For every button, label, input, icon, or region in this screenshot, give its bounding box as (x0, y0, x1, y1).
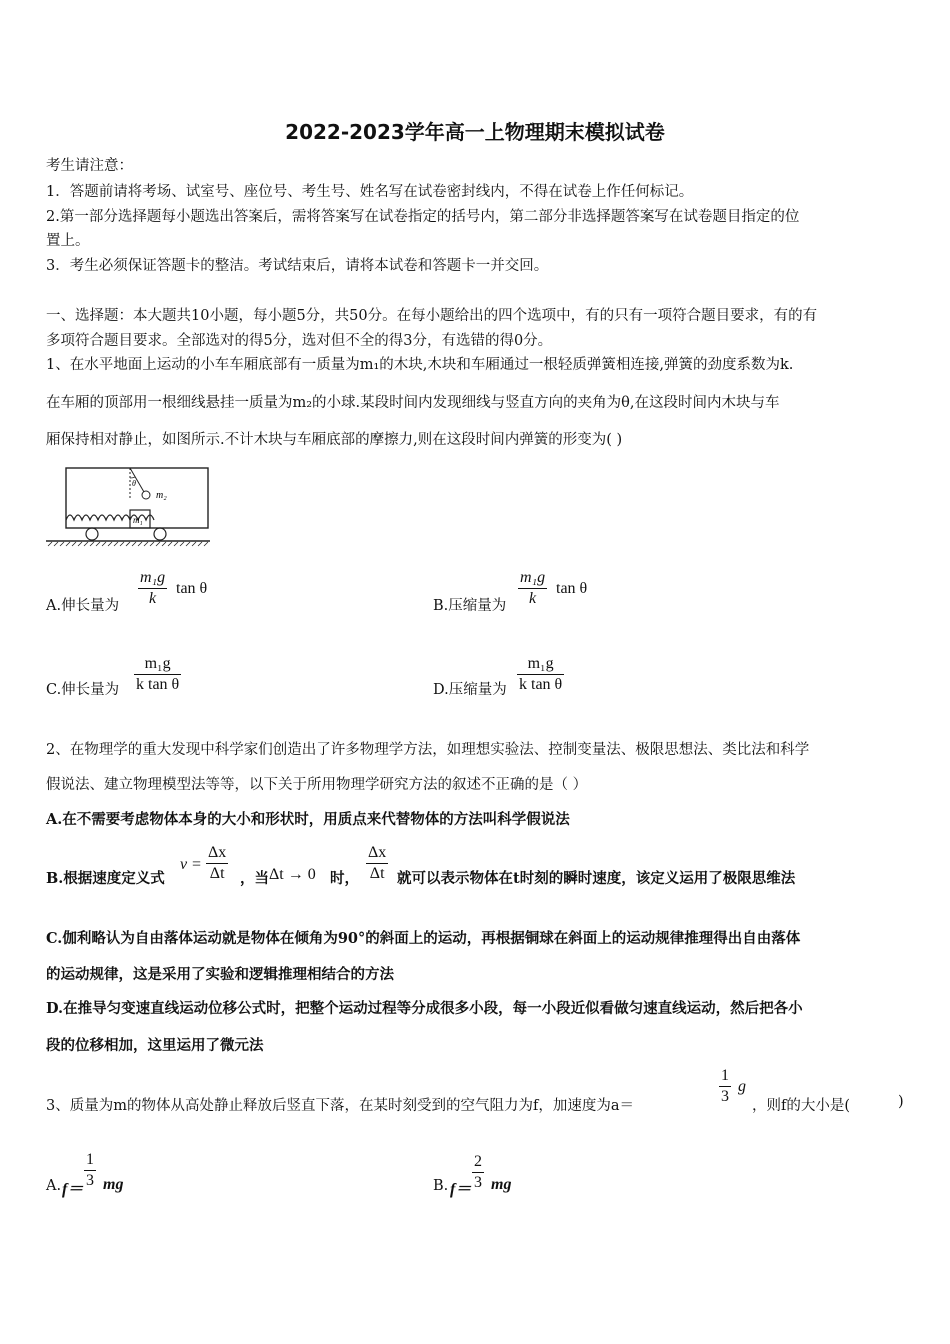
q2-text-2: 假说法、建立物理模型法等等，以下关于所用物理学研究方法的叙述不正确的是（ ） (46, 777, 588, 793)
page-title: 2022-2023学年高一上物理期末模拟试卷 (285, 120, 665, 144)
q2-option-d-2: 段的位移相加，这里运用了微元法 (46, 1037, 264, 1054)
q1-text-1: 1、在水平地面上运动的小车车厢底部有一质量为m₁的木块,木块和车厢通过一根轻质弹簧相连接,弹簧的劲度系数为k. (46, 357, 794, 373)
q1-option-b-tan: tan θ (556, 580, 588, 597)
q3-g-symbol: g (738, 1078, 746, 1095)
q2-limit: Δt → 0 (269, 866, 316, 883)
notice-item-2: 2.第一部分选择题每小题选出答案后，需将答案写在试卷指定的括号内，第二部分非选择题答案写在试卷题目指定的位 (46, 209, 800, 225)
section-instructions-1: 一、选择题：本大题共10小题，每小题5分，共50分。在每小题给出的四个选项中，有的只有一项符合题目要求，有的有 (46, 308, 818, 324)
q1-option-a-fraction: $\frac{\text{m₁g}}{k}$ (140, 569, 166, 607)
q3-option-b-label: B. (433, 1178, 449, 1194)
q2-velocity-symbol: v (180, 856, 188, 873)
notice-item-1: 1．答题前请将考场、试室号、座位号、考生号、姓名写在试卷密封线内，不得在试卷上作任何标记。 (46, 184, 694, 200)
q1-option-a-label: A.伸长量为 (46, 598, 120, 614)
m1-label: m₁ (133, 515, 143, 525)
q3-option-a-label: A. (46, 1178, 62, 1194)
q3-text-suffix: ，则f的大小是( (752, 1098, 851, 1114)
q1-option-c-label: C.伸长量为 (46, 682, 120, 698)
q3-text: 3、质量为m的物体从高处静止释放后竖直下落，在某时刻受到的空气阻力为f，加速度为a＝ (46, 1098, 634, 1114)
notice-heading: 考生请注意： (46, 158, 133, 174)
q2-ratio-fraction: $\frac{\Delta x}{\Delta t}$ (368, 844, 387, 882)
q1-option-b-fraction: $\frac{\text{m₁g}}{k}$ (520, 569, 546, 607)
q1-text-2: 在车厢的顶部用一根细线悬挂一质量为m₂的小球.某段时间内发现细线与竖直方向的夹角为θ,在这段时间内木块与车 (46, 395, 780, 411)
q1-option-d-fraction: $\frac{\text{m₁g}}{\text{k tan θ}}$ (519, 655, 563, 693)
section-instructions-2: 多项符合题目要求。全部选对的得5分，选对但不全的得3分，有选错的得0分。 (46, 333, 553, 349)
q1-option-b-label: B.压缩量为 (433, 598, 507, 614)
q2-option-d-1: D.在推导匀变速直线运动位移公式时，把整个运动过程等分成很多小段，每一小段近似看做匀速直线运动，然后把各小 (46, 1000, 803, 1017)
theta-label: θ (132, 479, 136, 488)
q3-option-b-f: f＝ (450, 1181, 472, 1198)
m2-label: m₂ (156, 490, 167, 501)
q3-option-b-mg: mg (491, 1176, 512, 1193)
q1-text-3: 厢保持相对静止，如图所示.不计木块与车厢底部的摩擦力,则在这段时间内弹簧的形变为( ) (46, 432, 623, 448)
q2-when: ，当 (240, 870, 269, 887)
q2-text-1: 2、在物理学的重大发现中科学家们创造出了许多物理学方法，如理想实验法、控制变量法、极限思想法、类比法和科学 (46, 742, 810, 758)
q3-option-a-fraction: $\frac{1}{3}$ (86, 1151, 94, 1189)
q2-option-b-prefix: B.根据速度定义式 (46, 870, 165, 887)
q3-accel-fraction: $\frac{1}{3}$ (721, 1067, 729, 1105)
notice-item-3: 3．考生必须保证答题卡的整洁。考试结束后，请将本试卷和答题卡一并交回。 (46, 258, 549, 274)
q3-option-a-mg: mg (103, 1176, 124, 1193)
q2-comma: 时， (330, 870, 359, 887)
q1-option-c-fraction: $\frac{\text{m₁g}}{\text{k tan θ}}$ (136, 655, 180, 693)
q2-option-c-2: 的运动规律，这是采用了实验和逻辑推理相结合的方法 (46, 966, 394, 983)
notice-item-2-cont: 置上。 (46, 233, 90, 249)
q1-option-d-label: D.压缩量为 (433, 682, 507, 698)
q3-close-paren: ) (898, 1094, 904, 1110)
q1-cart-figure (44, 466, 212, 550)
q3-option-b-fraction: $\frac{2}{3}$ (474, 1153, 482, 1191)
q2-option-c-1: C.伽利略认为自由落体运动就是物体在倾角为90°的斜面上的运动，再根据铜球在斜面上的运动规律推理得出自由落体 (46, 930, 801, 947)
q1-option-a-tan: tan θ (176, 580, 208, 597)
q2-option-a: A.在不需要考虑物体本身的大小和形状时，用质点来代替物体的方法叫科学假说法 (46, 811, 570, 828)
q3-option-a-f: f＝ (62, 1181, 84, 1198)
q2-equals: = (192, 856, 202, 873)
q2-velocity-fraction: $\frac{\Delta x}{\Delta t}$ (208, 844, 227, 882)
q2-option-b-suffix: 就可以表示物体在t时刻的瞬时速度，该定义运用了极限思维法 (397, 870, 796, 887)
